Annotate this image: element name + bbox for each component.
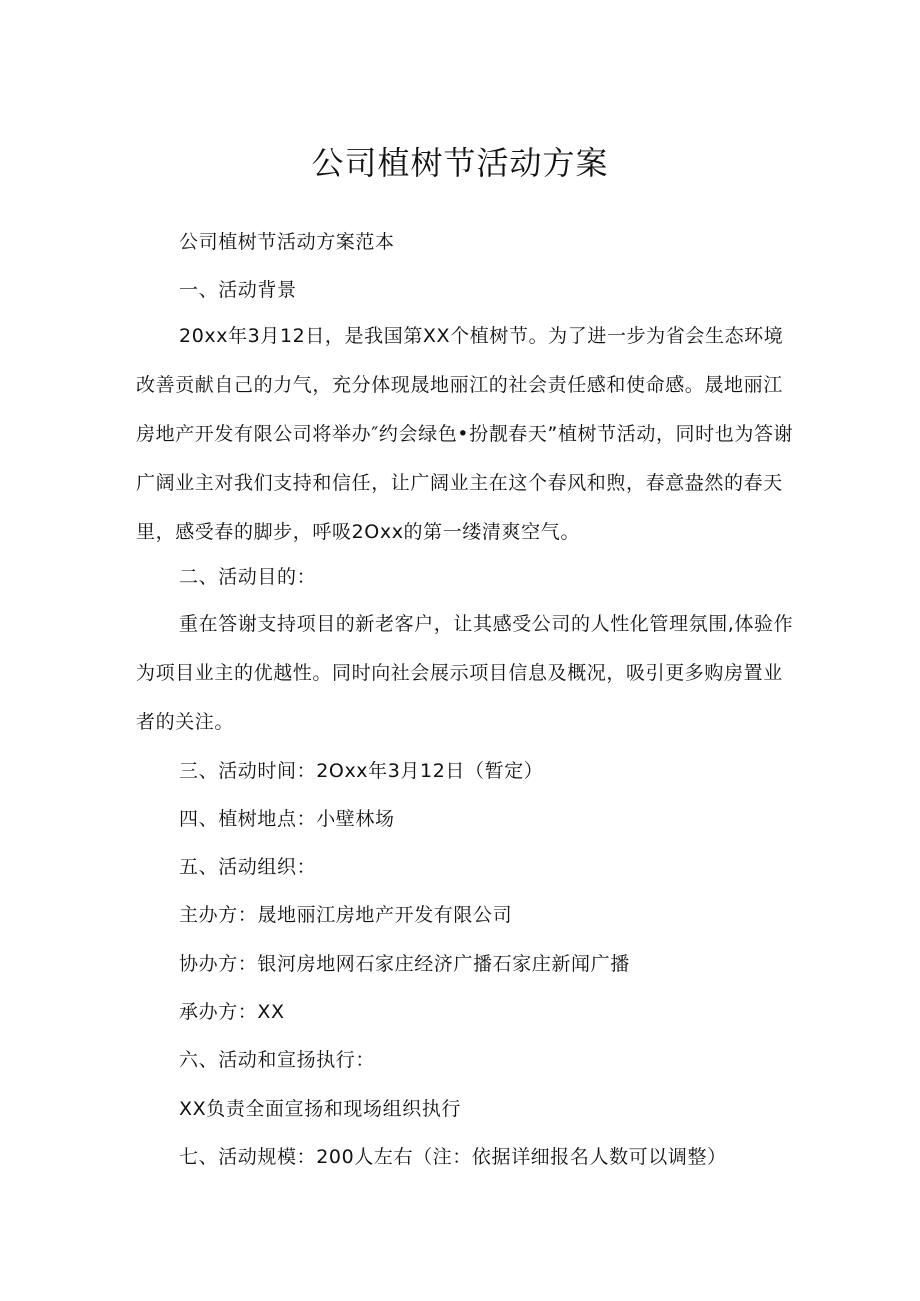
- section-time: 三、活动时间：2Oxx年3月12日（暂定）: [179, 760, 544, 782]
- document-title: 公司植树节活动方案: [311, 144, 609, 182]
- section-purpose-text: 重在答谢支持项目的新老客户，让其感受公司的人性化管理氛围,体验作为项目业主的优越性。同时向社会展示项目信息及概况，吸引更多购房置业者的关注。: [136, 613, 794, 733]
- section-background-text: 20xx年3月12日，是我国第XX个植树节。为了进一步为省会生态环境改善贡献自己的力气，充分体现晟地丽江的社会责任感和使命感。晟地丽江房地产开发有限公司将举办″约会绿色•扮靓春天”植树节活动，同时也为答谢广阔业主对我们支持和信任，让广阔业主在这个春风和煦，春意盎然的春天里，感受春的脚步，呼吸2Oxx的第一缕清爽空气。: [136, 325, 794, 543]
- section-scale: 七、活动规模：200人左右（注：依据详细报名人数可以调整）: [179, 1146, 727, 1168]
- section-promotion-heading: 六、活动和宣扬执行：: [179, 1049, 376, 1071]
- co-host-line: 协办方：银河房地网石家庄经济广播石家庄新闻广播: [179, 953, 630, 975]
- section-organization-heading: 五、活动组织：: [179, 856, 317, 878]
- document-subtitle: 公司植树节活动方案范本: [179, 231, 395, 253]
- section-promotion-text: XX负责全面宣扬和现场组织执行: [179, 1098, 462, 1120]
- organizer-line: 承办方：XX: [179, 1001, 285, 1023]
- host-line: 主办方：晟地丽江房地产开发有限公司: [179, 904, 513, 926]
- section-background-heading: 一、活动背景: [179, 279, 297, 301]
- section-purpose-heading: 二、活动目的：: [179, 566, 317, 588]
- section-place: 四、植树地点：小壁林场: [179, 808, 395, 830]
